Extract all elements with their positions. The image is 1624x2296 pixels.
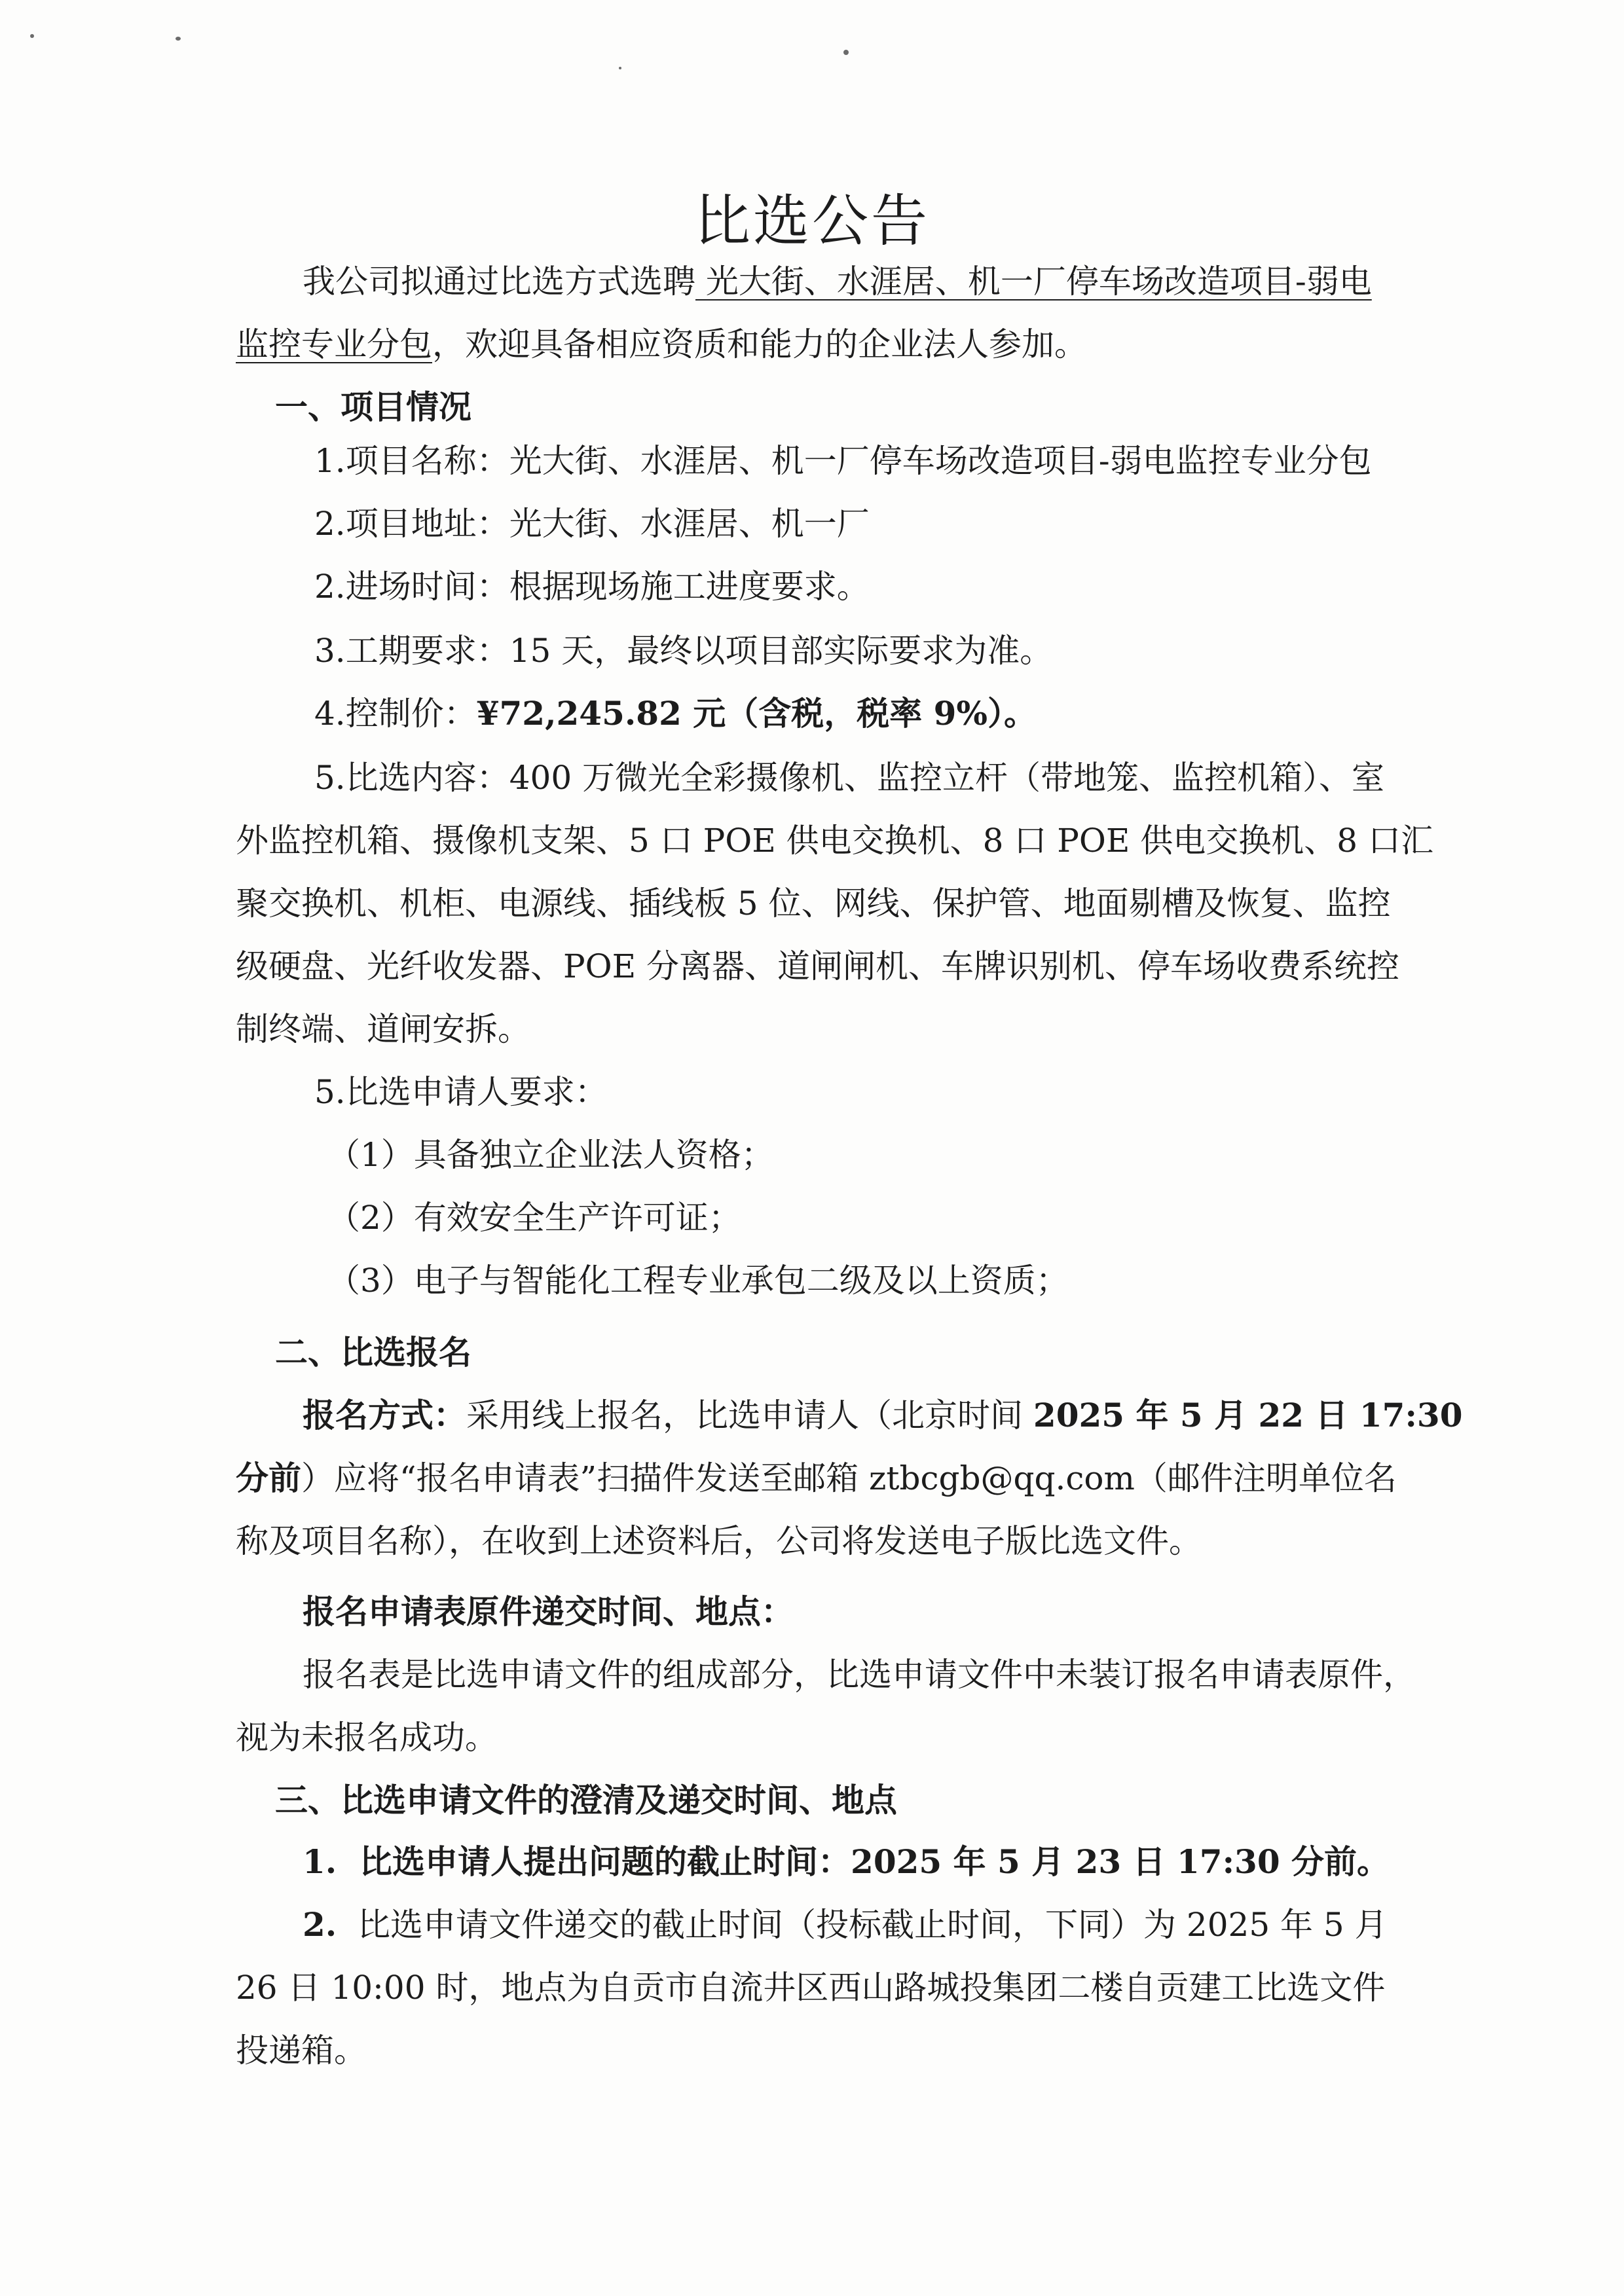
project-info-item: 1.项目名称：光大街、水涯居、机一厂停车场改造项目-弱电监控专业分包 (314, 442, 1372, 480)
signup-method (303, 1394, 1463, 1436)
item-number: 1. (303, 1842, 337, 1881)
scan-speck (619, 67, 621, 69)
submission-deadline (303, 1904, 1388, 1946)
intro-suffix: ，欢迎具备相应资质和能力的企业法人参加。 (432, 325, 1087, 363)
requirement-item: （1）具备独立企业法人资格； (327, 1136, 774, 1174)
project-info-item: 2.进场时间：根据现场施工进度要求。 (314, 568, 870, 606)
signup-deadline-cont: 分前 (236, 1459, 301, 1497)
original-form-line: 视为未报名成功。 (236, 1719, 498, 1757)
signup-method-text3: 称及项目名称），在收到上述资料后，公司将发送电子版比选文件。 (236, 1522, 1202, 1560)
intro-paragraph (303, 261, 1372, 302)
scan-speck (843, 50, 849, 55)
submission-deadline-text: 比选申请文件递交的截止时间（投标截止时间，下同）为 2025 年 5 月 (358, 1906, 1388, 1944)
signup-method-cont (236, 1457, 1397, 1499)
control-price-label: 4.控制价： (314, 695, 477, 733)
requirement-item: （2）有效安全生产许可证； (327, 1199, 741, 1237)
signup-method-text: 采用线上报名，比选申请人（北京时间 (466, 1396, 1033, 1434)
content-line: 外监控机箱、摄像机支架、5 口 POE 供电交换机、8 口 POE 供电交换机、8 口汇 (236, 822, 1433, 860)
requirement-item: （3）电子与智能化工程专业承包二级及以上资质； (327, 1262, 1069, 1300)
project-info-item: 3.工期要求：15 天，最终以项目部实际要求为准。 (314, 632, 1053, 670)
intro-paragraph-cont (236, 323, 1087, 365)
question-deadline-text: 比选申请人提出问题的截止时间：2025 年 5 月 23 日 17:30 分前。 (360, 1842, 1390, 1881)
content-line: 制终端、道闸安拆。 (236, 1010, 530, 1048)
project-name-underlined-cont: 监控专业分包 (236, 325, 432, 363)
requirements-heading: 5.比选申请人要求： (314, 1073, 608, 1111)
control-price-value: ¥72,245.82 元（含税，税率 9%）。 (476, 694, 1037, 733)
section2-heading: 二、比选报名 (275, 1333, 471, 1372)
submission-deadline-line: 投递箱。 (236, 2032, 367, 2069)
section1-heading: 一、项目情况 (275, 388, 471, 426)
scan-speck (30, 34, 34, 38)
signup-deadline: 2025 年 5 月 22 日 17:30 (1033, 1396, 1463, 1434)
project-name-underlined: 光大街、水涯居、机一厂停车场改造项目-弱电 (695, 263, 1372, 301)
intro-prefix: 我公司拟通过比选方式选聘 (303, 263, 695, 301)
content-line: 级硬盘、光纤收发器、POE 分离器、道闸闸机、车牌识别机、停车场收费系统控 (236, 947, 1400, 985)
control-price (314, 693, 1037, 735)
signup-method-label: 报名方式： (303, 1396, 466, 1434)
page-title: 比选公告 (694, 189, 930, 254)
section3-heading: 三、比选申请文件的澄清及递交时间、地点 (275, 1781, 897, 1819)
submission-deadline-line: 26 日 10:00 时，地点为自贡市自流井区西山路城投集团二楼自贡建工比选文件 (236, 1969, 1386, 2007)
signup-method-text2: ）应将“报名申请表”扫描件发送至邮箱 ztbcgb@qq.com（邮件注明单位名 (301, 1459, 1397, 1497)
original-form-heading: 报名申请表原件递交时间、地点： (303, 1592, 794, 1631)
scan-speck (175, 37, 181, 41)
item-number: 2. (303, 1905, 337, 1944)
content-line: 5.比选内容：400 万微光全彩摄像机、监控立杆（带地笼、监控机箱）、室 (314, 759, 1385, 797)
original-form-line: 报名表是比选申请文件的组成部分，比选申请文件中未装订报名申请表原件， (303, 1656, 1416, 1694)
project-info-item: 2.项目地址：光大街、水涯居、机一厂 (314, 505, 870, 543)
question-deadline (303, 1841, 1390, 1883)
content-line: 聚交换机、机柜、电源线、插线板 5 位、网线、保护管、地面剔槽及恢复、监控 (236, 884, 1391, 922)
